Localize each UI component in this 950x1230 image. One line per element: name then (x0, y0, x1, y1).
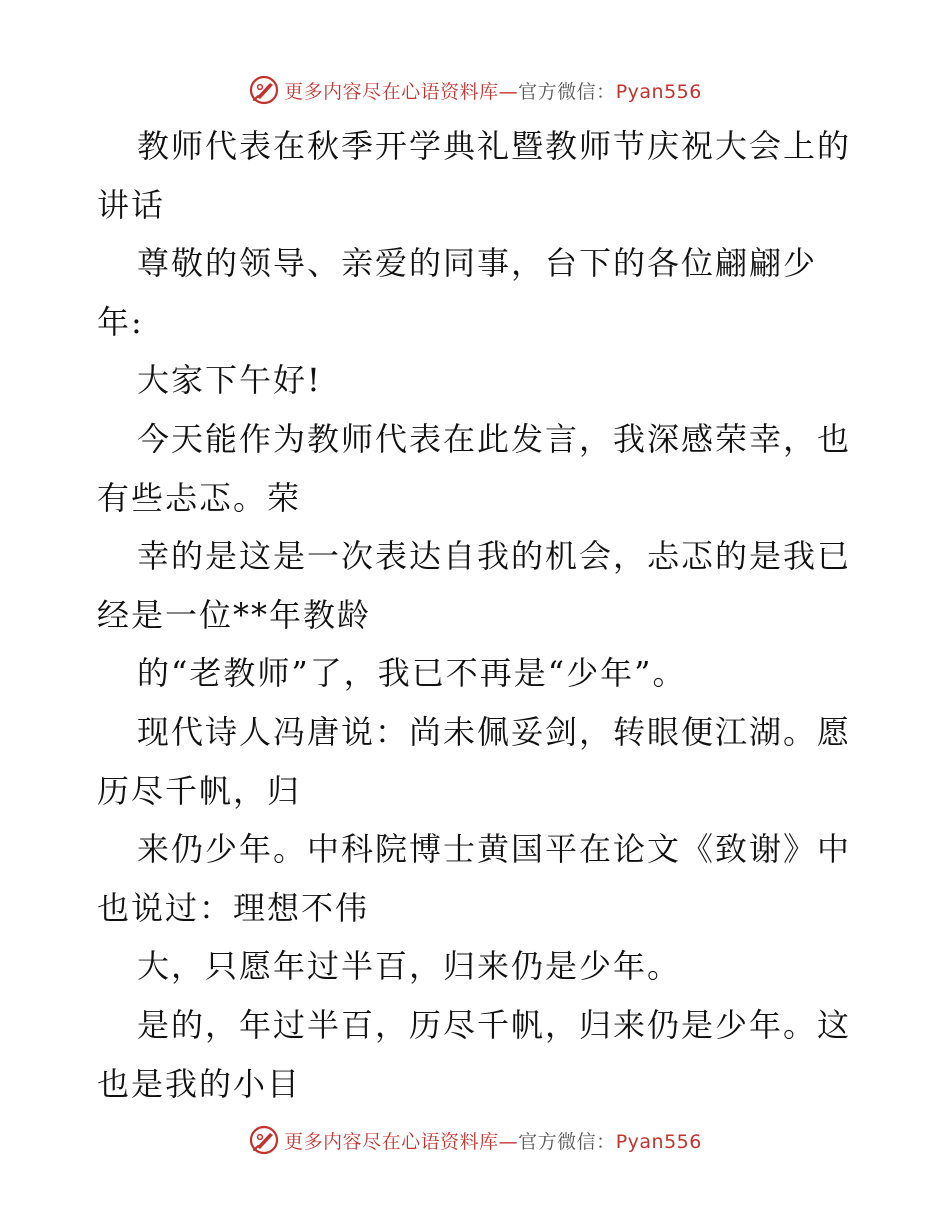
text-line: 来仍少年。中科院博士黄国平在论文《致谢》中 (137, 830, 852, 869)
text-line: 也说过：理想不伟 (97, 888, 370, 927)
text-line: 大，只愿年过半百，归来仍是少年。 (137, 947, 682, 986)
quill-pen-circle-icon (248, 1124, 280, 1156)
banner-dash: — (498, 1130, 519, 1153)
banner-wechat-id: Pyan556 (615, 1130, 702, 1153)
text-line: 今天能作为教师代表在此发言，我深感荣幸，也 (137, 419, 852, 458)
banner-text (284, 77, 702, 104)
banner-main-text: 更多内容尽在心语资料库 (284, 1130, 499, 1153)
text-line: 经是一位**年教龄 (97, 595, 372, 634)
banner-wechat-id: Pyan556 (615, 80, 702, 103)
banner-text (284, 1127, 702, 1154)
text-line: 大家下午好! (137, 361, 322, 400)
text-line: 的“老教师”了，我已不再是“少年”。 (137, 654, 687, 693)
text-line: 历尽千帆，归 (97, 771, 302, 810)
text-line: 幸的是这是一次表达自我的机会，忐忑的是我已 (137, 537, 852, 576)
quill-pen-circle-icon (248, 74, 280, 106)
footer-banner (0, 1120, 950, 1160)
document-body (97, 117, 857, 1113)
banner-wechat-label: 官方微信： (518, 80, 616, 103)
text-line: 讲话 (97, 185, 166, 224)
banner-dash: — (498, 80, 519, 103)
text-line: 有些忐忑。荣 (97, 478, 302, 517)
text-line: 是的，年过半百，历尽千帆，归来仍是少年。这 (137, 1005, 852, 1044)
text-line: 现代诗人冯唐说：尚未佩妥剑，转眼便江湖。愿 (137, 712, 852, 751)
banner-main-text: 更多内容尽在心语资料库 (284, 80, 499, 103)
text-line: 也是我的小目 (97, 1064, 302, 1103)
text-line: 尊敬的领导、亲爱的同事，台下的各位翩翩少 (137, 244, 818, 283)
header-banner (0, 70, 950, 110)
banner-wechat-label: 官方微信： (518, 1130, 616, 1153)
text-line: 教师代表在秋季开学典礼暨教师节庆祝大会上的 (137, 127, 852, 165)
text-line: 年: (97, 302, 144, 341)
